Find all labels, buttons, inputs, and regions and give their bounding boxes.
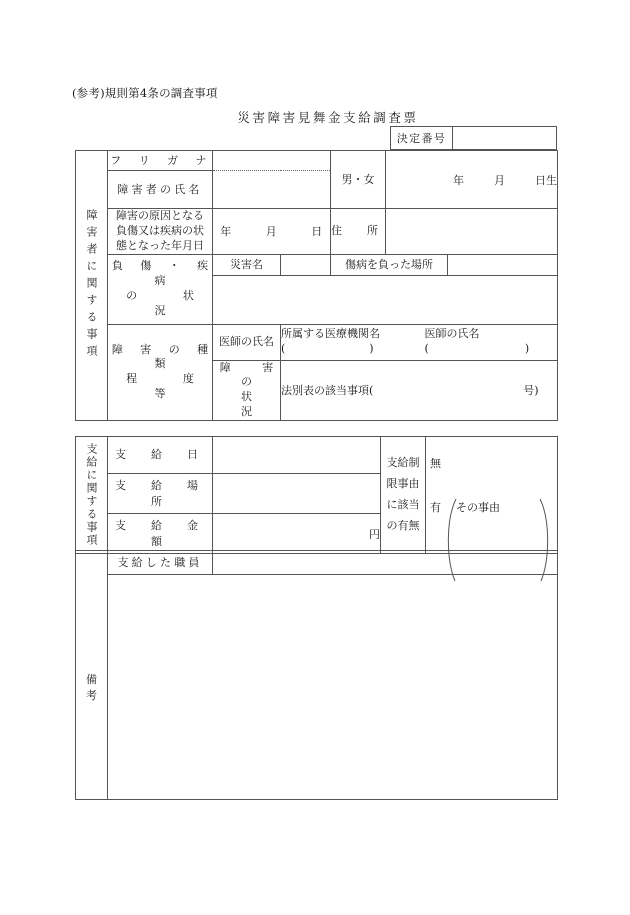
furigana-field[interactable] (213, 151, 331, 171)
staff-field[interactable] (213, 551, 558, 575)
law-table-field[interactable] (281, 360, 558, 420)
staff-label: 支給した職員 (108, 551, 213, 575)
date-year-label: 年 (220, 225, 232, 239)
restriction-reason-label: その事由 (456, 501, 500, 514)
birth-day-label: 日生 (535, 173, 557, 187)
disability-status-label-line2: 状 況 (240, 390, 312, 419)
furigana-label: フ リ ガ ナ (108, 151, 213, 171)
injury-date-label-line2: 負傷又は疾病の状 (116, 223, 204, 237)
disability-type-label-line2: 程 度 等 (126, 372, 240, 401)
decision-number-box (390, 126, 557, 150)
address-field[interactable] (386, 209, 558, 255)
vertical-label-payment-text: 支給に関する事項 (85, 443, 98, 547)
table-row-injury-date (76, 209, 558, 255)
injury-date-label-line3: 態となった年月日 (116, 238, 204, 252)
doctor-name-label: 医師の氏名 (213, 324, 281, 360)
name-label: 障害者の氏名 (108, 171, 213, 209)
law-table-suffix: 号) (523, 384, 539, 398)
disability-status-label (213, 360, 312, 420)
restriction-label-line2: 限事由 (386, 477, 420, 491)
payment-amount-field[interactable] (213, 514, 381, 554)
law-table-label: 法別表の該当事項( (281, 384, 374, 398)
table-row-payment-date (76, 437, 558, 474)
disability-type-label (108, 324, 240, 420)
remarks-label-top: 備 (86, 672, 97, 686)
date-day-label: 日 (311, 225, 323, 239)
disaster-name-label: 災害名 (213, 254, 281, 275)
name-field[interactable] (213, 171, 331, 209)
staff-spacer-cell (76, 551, 108, 575)
table-row-furigana (76, 151, 558, 171)
restriction-yes-label[interactable]: 有 (430, 501, 441, 514)
table-row-remarks (76, 575, 558, 800)
address-label: 住 所 (331, 209, 386, 255)
date-month-label: 月 (265, 225, 278, 239)
reference-note: (参考)規則第4条の調査事項 (72, 86, 218, 100)
vertical-label-payment (76, 437, 108, 554)
doctor-paren-close: ) (524, 342, 530, 356)
injury-date-label-line1: 障害の原因となる (116, 209, 204, 222)
remarks-field[interactable] (108, 575, 558, 800)
currency-unit-label: 円 (369, 527, 380, 541)
institution-paren-open: ( (281, 342, 286, 356)
injury-condition-label (108, 254, 240, 324)
page-title: 災害障害見舞金支給調査票 (237, 110, 419, 125)
birth-year-label: 年 (453, 173, 464, 187)
decision-number-label: 決定番号 (391, 127, 453, 149)
injury-date-field[interactable] (213, 209, 331, 255)
disability-status-label-line1: 障 害 の (219, 360, 305, 389)
table-row-disaster-name (76, 254, 558, 275)
payment-date-field[interactable] (213, 437, 381, 474)
survey-form-table (75, 150, 558, 421)
payment-place-field[interactable] (213, 474, 381, 514)
vertical-label-remarks (76, 575, 108, 800)
injury-condition-field[interactable] (213, 275, 558, 324)
restriction-no-label[interactable]: 無 (430, 457, 441, 470)
injury-place-label: 傷病を負った場所 (331, 254, 448, 275)
doctor-name-label-2: 医師の氏名 (424, 327, 480, 341)
restriction-label-line3: に該当 (386, 498, 420, 511)
restriction-reason-field[interactable] (426, 437, 558, 554)
injury-place-field[interactable] (448, 254, 558, 275)
disaster-name-field[interactable] (281, 254, 331, 275)
payment-date-label: 支 給 日 (108, 437, 213, 474)
remarks-table (75, 550, 558, 800)
institution-label: 所属する医療機関名 (281, 327, 380, 341)
doctor-paren-open: ( (424, 342, 429, 356)
remarks-label-bottom: 考 (86, 688, 97, 702)
vertical-label-text: 障害者に関する事項 (85, 208, 98, 362)
birthdate-field[interactable] (386, 151, 558, 209)
vertical-label-disabled-person (76, 151, 108, 421)
payment-place-label: 支 給 場 所 (108, 474, 213, 514)
payment-amount-label: 支 給 金 額 (108, 514, 213, 554)
institution-paren-close: ) (369, 342, 374, 356)
gender-field[interactable]: 男・女 (331, 151, 386, 209)
table-row-doctor (76, 324, 558, 360)
restriction-label-line4: の有無 (386, 518, 420, 532)
table-row-staff (76, 551, 558, 575)
restriction-label-line1: 支給制 (386, 456, 420, 470)
injury-condition-label-line1: 負 傷 ・ 疾 病 (111, 259, 226, 288)
payment-table (75, 436, 558, 554)
disability-type-label-line1: 障 害 の 種 類 (111, 342, 226, 371)
injury-date-label (108, 209, 213, 255)
decision-number-field[interactable] (453, 127, 556, 149)
injury-condition-label-line2: の 状 況 (126, 289, 240, 317)
birth-month-label: 月 (494, 173, 505, 187)
restriction-label (381, 437, 426, 554)
doctor-institution-field[interactable] (281, 324, 558, 360)
